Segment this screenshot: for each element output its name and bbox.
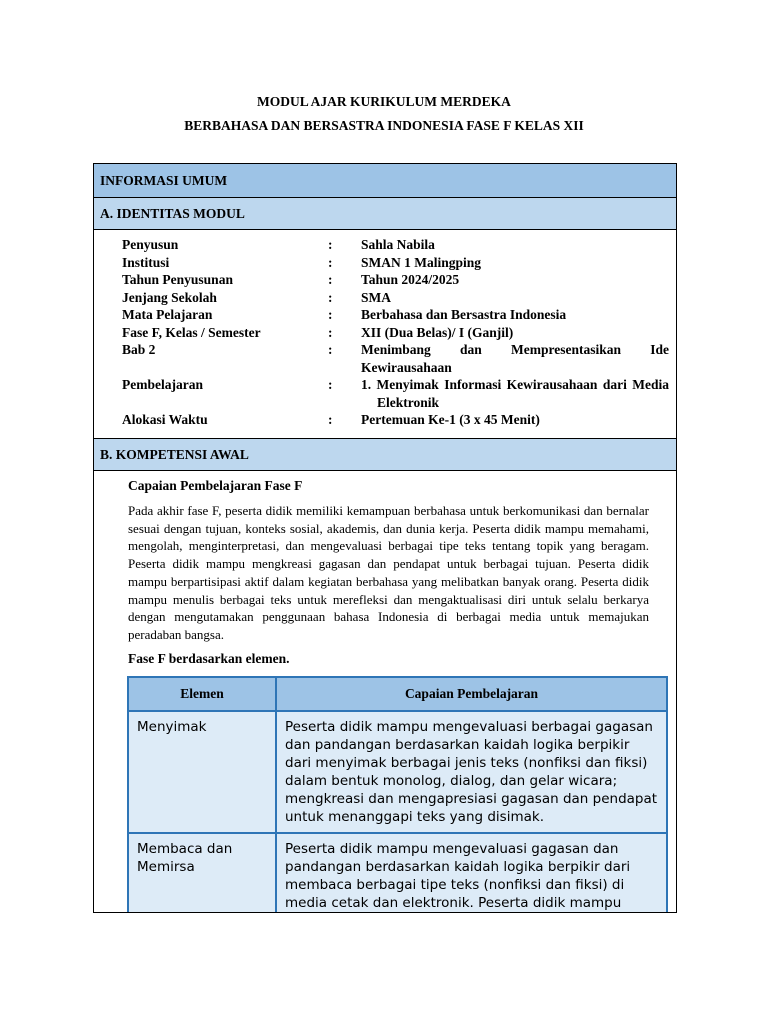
identitas-colon: : bbox=[328, 289, 333, 305]
identitas-label: Alokasi Waktu bbox=[122, 412, 208, 427]
cp-title: Capaian Pembelajaran Fase F bbox=[128, 478, 303, 493]
identitas-value: Menimbang dan Mempresentasikan Ide Kewirausahaan bbox=[361, 342, 669, 375]
identitas-label: Institusi bbox=[122, 254, 170, 270]
table-cell-capaian: Peserta didik mampu mengevaluasi gagasan dan pandangan berdasarkan kaidah logika berpikir dari membaca berbagai tipe teks (nonfiksi dan fiksi) di media cetak dan elektronik. Peserta didik mampu bbox=[276, 833, 667, 913]
identitas-colon: : bbox=[328, 307, 333, 322]
table-cell-elemen: Membaca dan Memirsa bbox=[128, 833, 276, 913]
section-informasi-umum: INFORMASI UMUM bbox=[94, 164, 676, 197]
identitas-colon: : bbox=[328, 342, 333, 357]
identitas-label: Mata Pelajaran bbox=[122, 307, 213, 322]
identitas-label: Bab 2 bbox=[122, 342, 156, 357]
table-header-capaian: Capaian Pembelajaran bbox=[276, 677, 667, 711]
table-row bbox=[128, 833, 667, 913]
table-cell-elemen: Menyimak bbox=[128, 711, 276, 833]
identitas-colon: : bbox=[328, 377, 333, 392]
document-title: MODUL AJAR KURIKULUM MERDEKA bbox=[257, 94, 511, 109]
identitas-colon: : bbox=[328, 324, 333, 340]
identitas-label: Jenjang Sekolah bbox=[122, 289, 217, 305]
table-cell-capaian: Peserta didik mampu mengevaluasi berbagai gagasan dan pandangan berdasarkan kaidah logika berpikir dari menyimak berbagai jenis teks (nonfiksi dan fiksi) dalam bentuk monolog, dialog, dan gelar wicara; mengkreasi dan mengapresiasi gagasan dan pendapat untuk menanggapi teks yang disimak. bbox=[276, 711, 667, 833]
elemen-table bbox=[127, 676, 668, 913]
identitas-value: SMA bbox=[361, 289, 391, 305]
section-kompetensi-awal: B. KOMPETENSI AWAL bbox=[94, 439, 676, 470]
document-subtitle: BERBAHASA DAN BERSASTRA INDONESIA FASE F KELAS XII bbox=[184, 118, 584, 133]
divider bbox=[94, 229, 676, 230]
section-identitas-modul: A. IDENTITAS MODUL bbox=[94, 198, 676, 229]
identitas-value: XII (Dua Belas)/ I (Ganjil) bbox=[361, 324, 514, 340]
identitas-label: Pembelajaran bbox=[122, 377, 203, 392]
identitas-label: Tahun Penyusunan bbox=[122, 272, 233, 287]
divider bbox=[94, 470, 676, 471]
identitas-colon: : bbox=[328, 272, 333, 287]
identitas-value: 1. Menyimak Informasi Kewirausahaan dari Media Elektronik bbox=[361, 377, 669, 410]
identitas-colon: : bbox=[328, 237, 333, 252]
table-row bbox=[128, 711, 667, 833]
identitas-colon: : bbox=[328, 254, 333, 270]
fase-label: Fase F berdasarkan elemen. bbox=[128, 651, 290, 666]
cp-paragraph: Pada akhir fase F, peserta didik memiliki kemampuan berbahasa untuk berkomunikasi dan bernalar sesuai dengan tujuan, konteks sosial, akademis, dan dunia kerja. Peserta didik mampu memahami, mengolah, menginterpretasi, dan mengevaluasi berbagai tipe teks tentang topik yang beragam. Peserta didik mampu mengkreasi gagasan dan pendapat untuk berbagai tujuan. Peserta didik mampu berpartisipasi aktif dalam kegiatan berbahasa yang melibatkan banyak orang. Peserta didik mampu menulis berbagai teks untuk merefleksi dan mengaktualisasi diri untuk selalu berkarya dengan mengutamakan penggunaan bahasa Indonesia di berbagai media untuk memajukan peradaban bangsa. bbox=[128, 503, 649, 642]
identitas-value: Berbahasa dan Bersastra Indonesia bbox=[361, 307, 567, 322]
identitas-colon: : bbox=[328, 412, 333, 427]
table-header-row bbox=[128, 677, 667, 711]
identitas-value: SMAN 1 Malingping bbox=[361, 254, 482, 270]
table-header-elemen: Elemen bbox=[128, 677, 276, 711]
identitas-value: Pertemuan Ke-1 (3 x 45 Menit) bbox=[361, 412, 540, 427]
identitas-value: Tahun 2024/2025 bbox=[361, 272, 460, 287]
module-frame bbox=[93, 163, 677, 913]
identitas-value: Sahla Nabila bbox=[361, 237, 435, 252]
identitas-label: Fase F, Kelas / Semester bbox=[122, 324, 261, 340]
identitas-label: Penyusun bbox=[122, 237, 179, 252]
